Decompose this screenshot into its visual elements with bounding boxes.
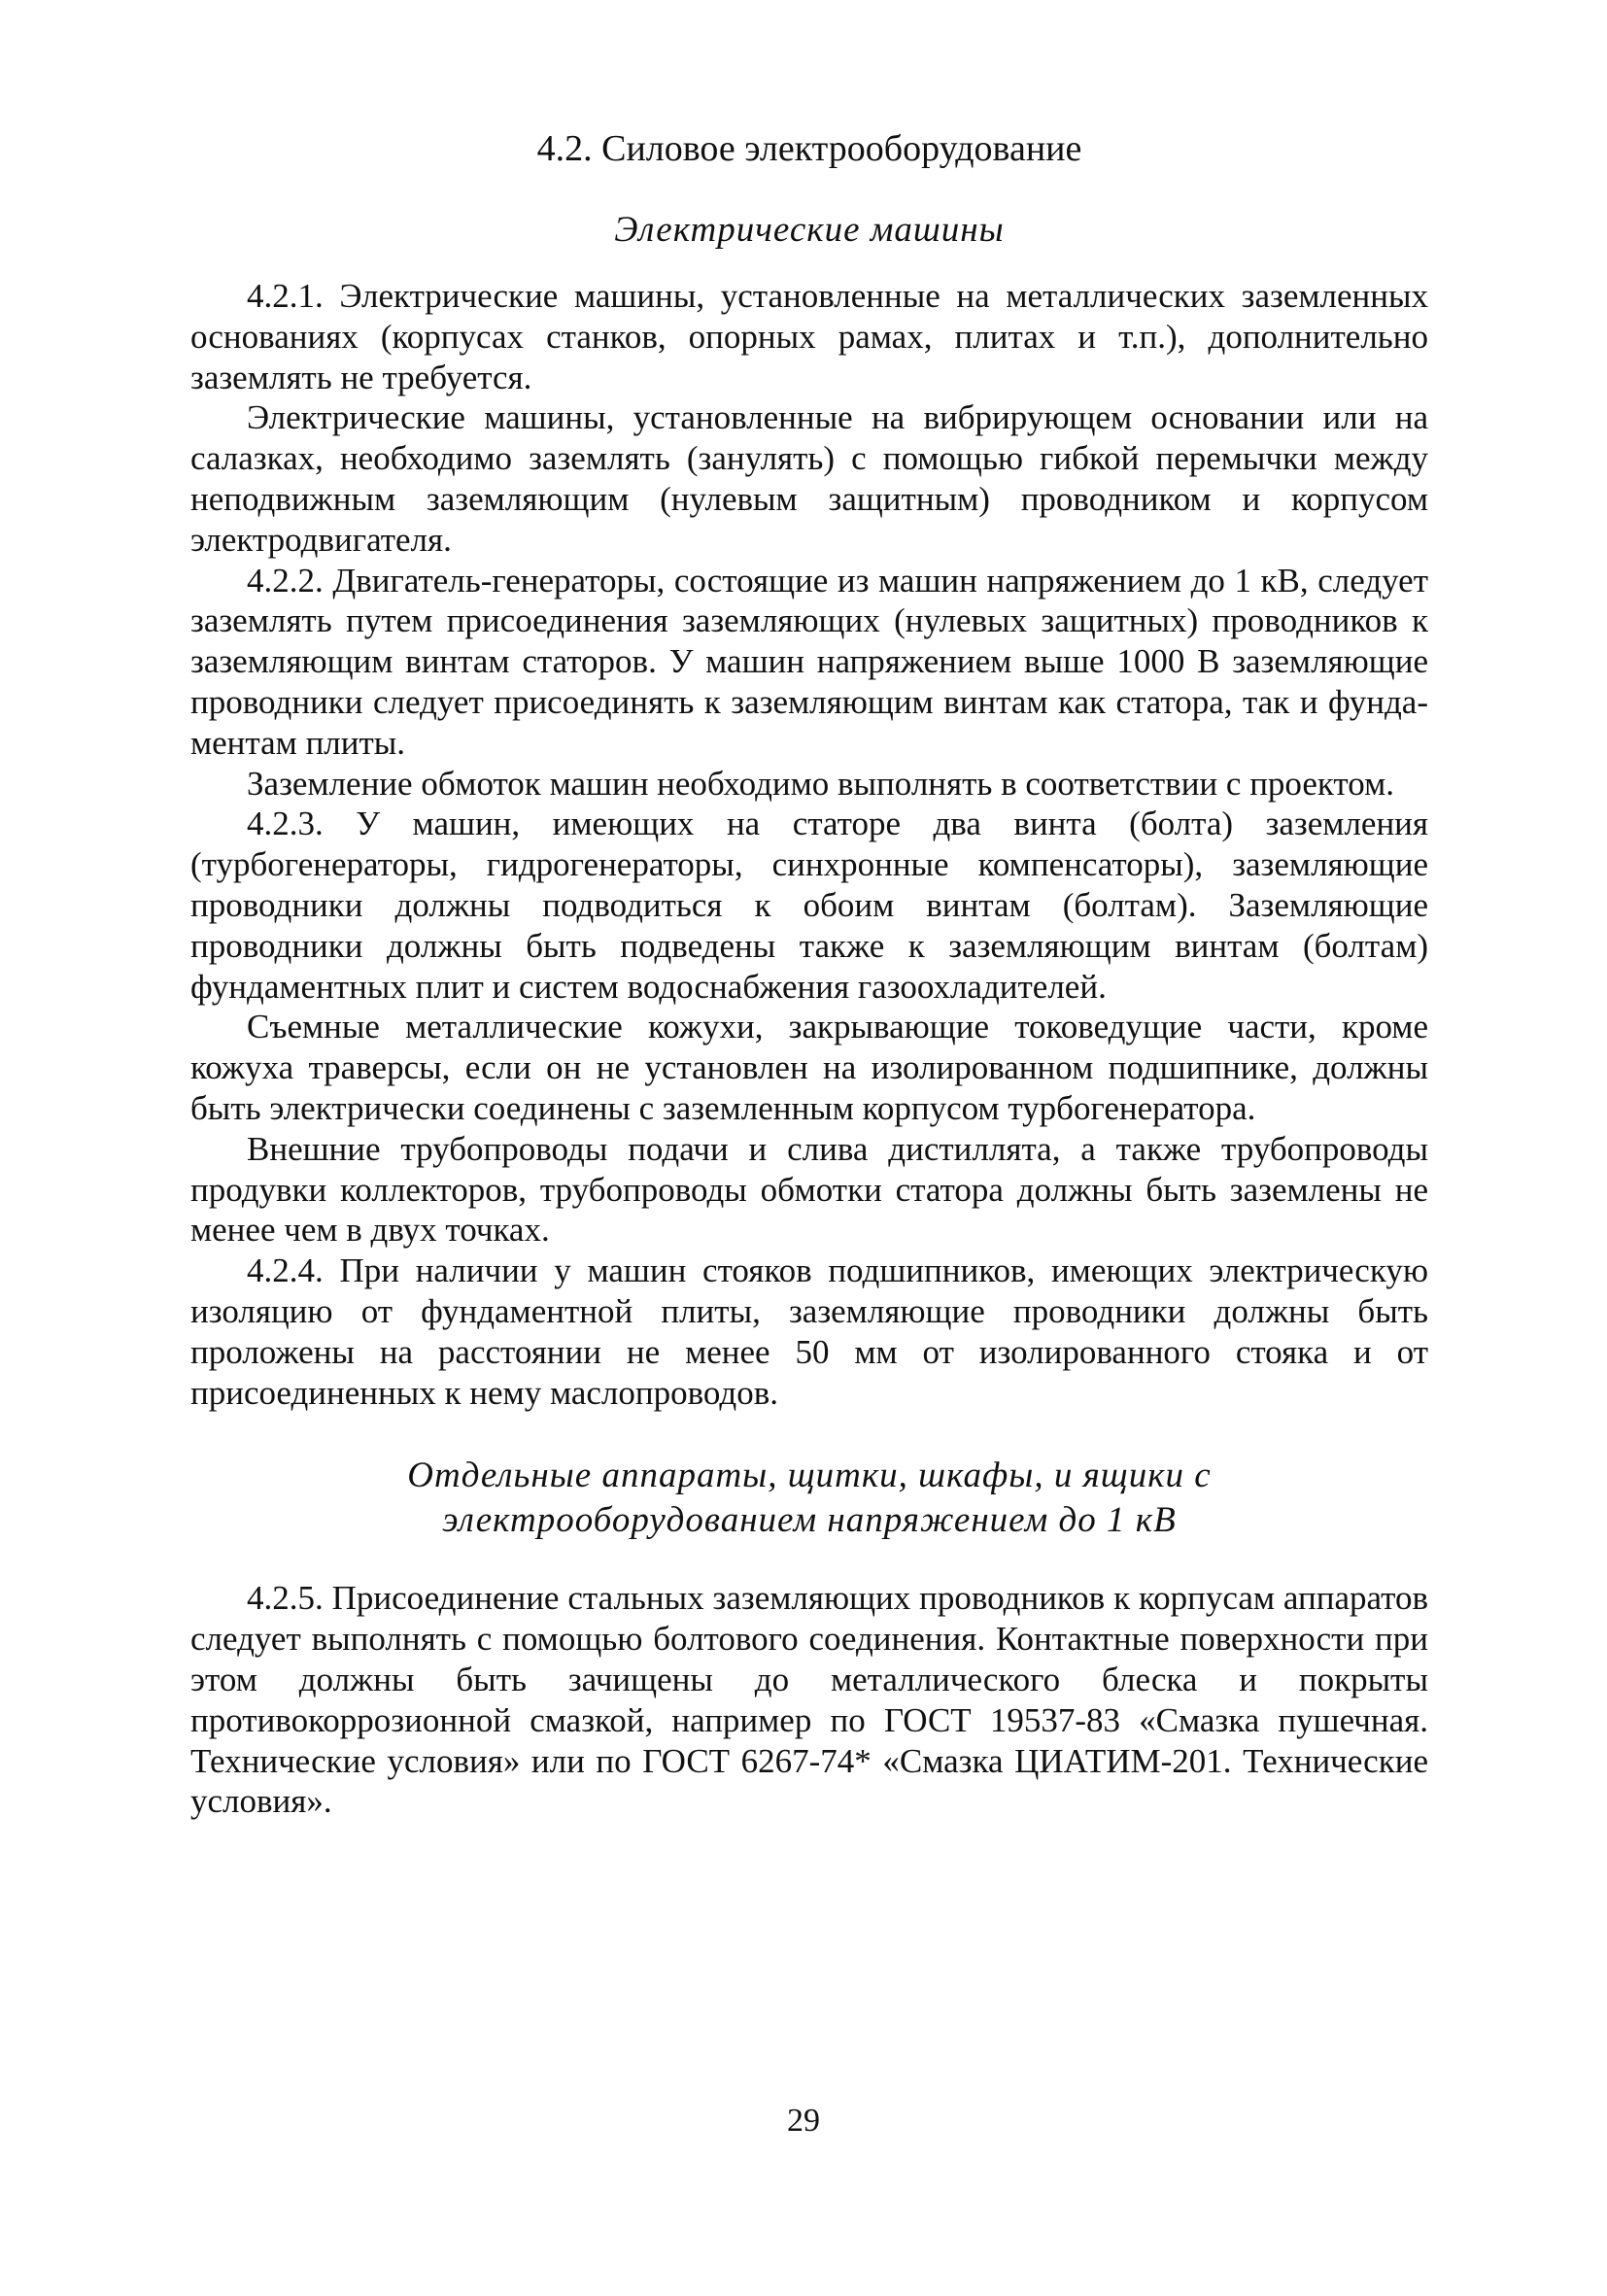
subsection-electric-machines — [190, 208, 1428, 1413]
paragraph-4-2-5: 4.2.5. Присоединение стальных заземляющих проводников к корпусам аппаратов следует выполнять с помощью болтового соединения. Контактные поверхности при этом должны быть зачищены до металлического блеска и покрыты противокоррозионной смазкой, например по ГОСТ 19537-83 «Смазка пушечная. Технические условия» или по ГОСТ 6267-74* «Смазка ЦИАТИМ-201. Технические условия». — [190, 1579, 1428, 1821]
text-column — [190, 124, 1428, 1822]
paragraph: Внешние трубопроводы подачи и слива дистиллята, а также трубопроводы продувки коллекторов, трубопроводы обмотки статора должны быть заземлены не менее чем в двух точках. — [190, 1129, 1428, 1250]
paragraph-4-2-3: 4.2.3. У машин, имеющих на статоре два винта (болта) заземления (турбогенераторы, гидрогенераторы, синхронные компенсаторы), заземляющие проводники должны подводиться к обоим винтам (болтам). Заземляющие проводники должны быть подведены также к заземляющим винтам (болтам) фундаментных плит и систем водоснабжения газоохладителей. — [190, 805, 1428, 1006]
subsection-title-line: электрооборудованием напряжением до 1 кВ — [442, 1500, 1177, 1541]
paragraph-4-2-4: 4.2.4. При наличии у машин стояков подшипников, имеющих электрическую изоляцию от фундаментной плиты, заземляющие проводники должны быть проложены на расстоянии не менее 50 мм от изолированного стояка и от присоединенных к нему маслопроводов. — [190, 1251, 1428, 1412]
paragraph: Съемные металлические кожухи, закрывающие токоведущие части, кроме кожуха траверсы, если он не установлен на изолированном подшипнике, должны быть электрически соединены с заземленным корпусом турбогенератора. — [190, 1008, 1428, 1127]
paragraph: Электрические машины, установленные на вибрирующем основании или на салазках, необходимо заземлять (занулять) с помощью гибкой перемычки между неподвижным заземляющим (нулевым защитным) проводником и корпусом электродвигателя. — [190, 398, 1428, 559]
subsection-title — [190, 208, 1428, 253]
section-title: 4.2. Силовое электрооборудование — [536, 128, 1082, 169]
paragraph-4-2-1: 4.2.1. Электрические машины, установленные на металлических заземленных основаниях (корпусах станков, опорных рамах, плитах и т.п.), дополнительно заземлять не требуется. — [190, 277, 1428, 396]
subsection-title — [190, 1454, 1428, 1543]
paragraph: Заземление обмоток машин необходимо выполнять в соответствии с проектом. — [247, 764, 1394, 803]
paragraph-4-2-2: 4.2.2. Двигатель-генераторы, состоящие из машин напряжением до 1 кВ, следует заземлять путем присоединения заземляющих (нулевых защитных) проводников к заземляющим винтам статоров. У машин напряжением выше 1000 В заземляющие проводники следует присоединять к заземляющим винтам как статора, так и фундаментам плиты. — [190, 561, 1428, 762]
page-number: 29 — [787, 2103, 820, 2139]
subsection-title-line: Отдельные аппараты, щитки, шкафы, и ящики с — [407, 1456, 1212, 1496]
subsection-separate-apparatus — [190, 1454, 1428, 1822]
subsection-title-line: Электрические машины — [614, 210, 1005, 250]
